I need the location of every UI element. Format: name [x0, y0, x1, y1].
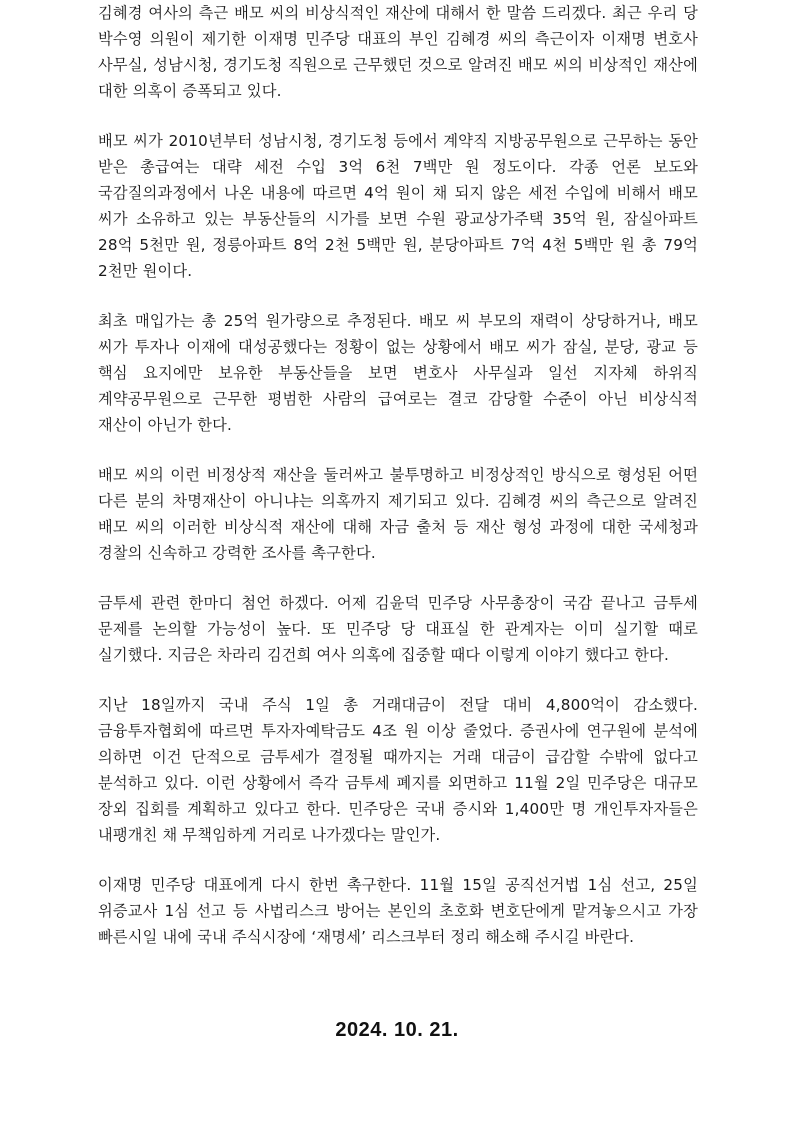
paragraph-5: 금투세 관련 한마디 첨언 하겠다. 어제 김윤덕 민주당 사무총장이 국감 끝나고 금투세 문제를 논의할 가능성이 높다. 또 민주당 당 대표실 한 관계자는 이미 실기할 때로 실기했다. 지금은 차라리 김건희 여사 의혹에 집중할 때다 이렇게 이야기 했다고 한다. — [98, 594, 698, 664]
statement-date: 2024. 10. 21. — [335, 1019, 459, 1041]
paragraph-2: 배모 씨가 2010년부터 성남시청, 경기도청 등에서 계약직 지방공무원으로 근무하는 동안 받은 총급여는 대략 세전 수입 3억 6천 7백만 원 정도이다. 각종 언론 보도와 국감질의과정에서 나온 내용에 따르면 4억 원이 채 되지 않은 세전 수입에 비해서 배모 씨가 소유하고 있는 부동산들의 시가를 보면 수원 광교상가주택 35억 원, 잠실아파트 28억 5천만 원, 정릉아파트 8억 2천 5백만 원, 분당아파트 7억 4천 5백만 원 총 79억 2천만 원이다. — [98, 132, 698, 280]
paragraph-4: 배모 씨의 이런 비정상적 재산을 둘러싸고 불투명하고 비정상적인 방식으로 형성된 어떤 다른 분의 차명재산이 아니냐는 의혹까지 제기되고 있다. 김혜경 씨의 측근으로 알려진 배모 씨의 이러한 비상식적 재산에 대해 자금 출처 등 재산 형성 과정에 대한 국세청과 경찰의 신속하고 강력한 조사를 촉구한다. — [98, 466, 698, 562]
paragraph-6: 지난 18일까지 국내 주식 1일 총 거래대금이 전달 대비 4,800억이 감소했다. 금융투자협회에 따르면 투자자예탁금도 4조 원 이상 줄었다. 증권사에 연구원에 분석에 의하면 이건 단적으로 금투세가 결정될 때까지는 거래 대금이 급감할 수밖에 없다고 분석하고 있다. 이런 상황에서 즉각 금투세 폐지를 외면하고 11월 2일 민주당은 대규모 장외 집회를 계획하고 있다고 한다. 민주당은 국내 증시와 1,400만 명 개인투자자들은 내팽개친 채 무책임하게 거리로 나가겠다는 말인가. — [98, 696, 698, 844]
statement-body — [98, 0, 698, 974]
paragraph-1: 김혜경 여사의 측근 배모 씨의 비상식적인 재산에 대해서 한 말씀 드리겠다. 최근 우리 당 박수영 의원이 제기한 이재명 민주당 대표의 부인 김혜경 씨의 측근이자 이재명 변호사 사무실, 성남시청, 경기도청 직원으로 근무했던 것으로 알려진 배모 씨의 비상적인 재산에 대한 의혹이 증폭되고 있다. — [98, 4, 698, 100]
paragraph-3: 최초 매입가는 총 25억 원가량으로 추정된다. 배모 씨 부모의 재력이 상당하거나, 배모 씨가 투자나 이재에 대성공했다는 정황이 없는 상황에서 배모 씨가 잠실, 분당, 광교 등 핵심 요지에만 보유한 부동산들을 보면 변호사 사무실과 일선 지자체 하위직 계약공무원으로 근무한 평범한 사람의 급여로는 결코 감당할 수준이 아닌 비상식적 재산이 아닌가 한다. — [98, 312, 698, 434]
paragraph-7: 이재명 민주당 대표에게 다시 한번 촉구한다. 11월 15일 공직선거법 1심 선고, 25일 위증교사 1심 선고 등 사법리스크 방어는 본인의 초호화 변호단에게 맡겨놓으시고 가장 빠른시일 내에 국내 주식시장에 ‘재명세’ 리스크부터 정리 해소해 주시길 바란다. — [98, 876, 698, 946]
